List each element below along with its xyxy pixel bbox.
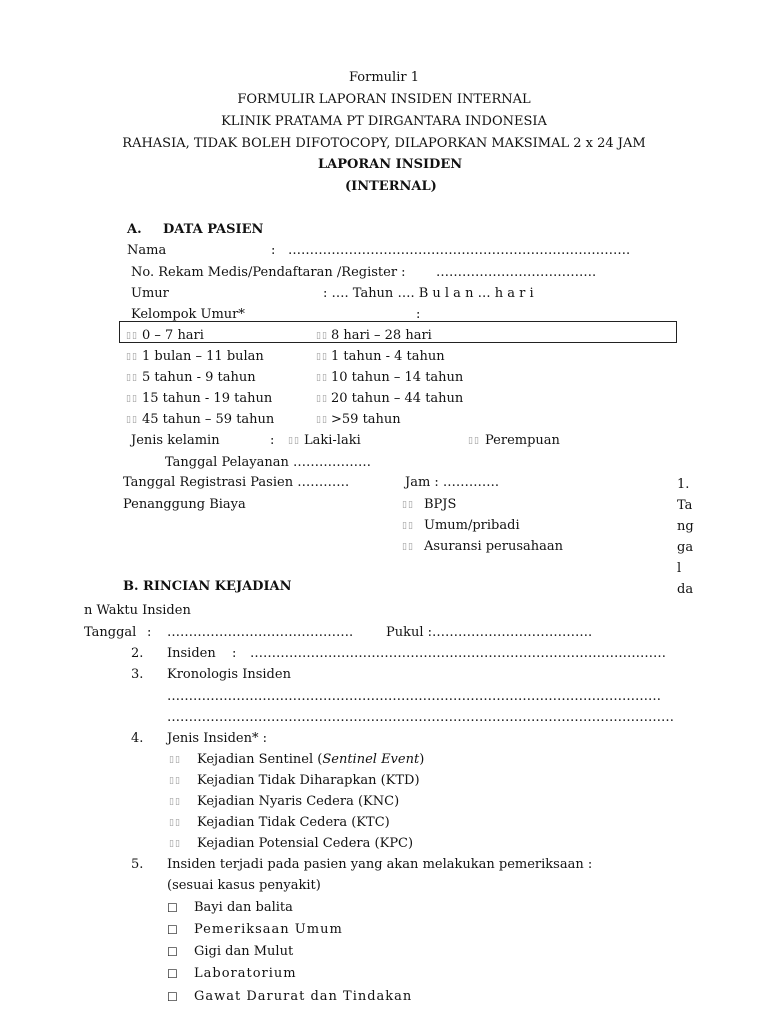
- section-a-heading: DATA PASIEN: [163, 222, 264, 237]
- exam-option: Gigi dan Mulut: [194, 944, 294, 959]
- item-number: 2.: [131, 646, 144, 661]
- kronologis-field-line[interactable]: ………………………………………………………………………………………………………: [167, 710, 674, 725]
- checkbox-icon[interactable]: ▯▯: [316, 331, 328, 341]
- side-fragment: da: [677, 582, 694, 597]
- report-title: LAPORAN INSIDEN: [318, 157, 463, 172]
- kelompok-umur-label: Kelompok Umur*: [131, 307, 245, 322]
- insiden-field[interactable]: ……………………………………………………………………………………: [250, 646, 666, 661]
- payer-option: BPJS: [424, 497, 457, 512]
- square-checkbox-icon[interactable]: ☐: [167, 923, 178, 937]
- age-group-option: 1 bulan – 11 bulan: [142, 349, 264, 364]
- age-group-option: 10 tahun – 14 tahun: [331, 370, 464, 385]
- umur-label: Umur: [131, 286, 169, 301]
- clinic-name: KLINIK PRATAMA PT DIRGANTARA INDONESIA: [221, 114, 547, 129]
- kelompok-umur-separator: :: [416, 307, 421, 322]
- tanggal-separator: :: [147, 625, 152, 640]
- tanggal-pelayanan-field[interactable]: Tanggal Pelayanan ………………: [165, 455, 371, 470]
- checkbox-icon[interactable]: ▯▯: [288, 436, 300, 446]
- exam-option: Gawat Darurat dan Tindakan: [194, 989, 413, 1004]
- tanggal-field[interactable]: …………………………………….: [167, 625, 354, 640]
- nama-separator: :: [271, 243, 276, 258]
- age-group-option: >59 tahun: [331, 412, 401, 427]
- checkbox-icon[interactable]: ▯▯: [126, 331, 138, 341]
- checkbox-icon[interactable]: ▯▯: [126, 373, 138, 383]
- rekam-medis-label: No. Rekam Medis/Pendaftaran /Register :: [131, 265, 406, 280]
- age-group-option: 8 hari – 28 hari: [331, 328, 432, 343]
- confidential-notice: RAHASIA, TIDAK BOLEH DIFOTOCOPY, DILAPORKAN MAKSIMAL 2 x 24 JAM: [122, 136, 646, 151]
- section-b-heading: B. RINCIAN KEJADIAN: [123, 579, 292, 594]
- age-group-option: 20 tahun – 44 tahun: [331, 391, 464, 406]
- gender-female-option: Perempuan: [485, 433, 560, 448]
- side-fragment: l: [677, 561, 682, 576]
- incident-type-option: Kejadian Tidak Cedera (KTC): [197, 815, 390, 830]
- nama-field[interactable]: …………………………………………………………………….: [288, 243, 631, 258]
- incident-type-option: Kejadian Nyaris Cedera (KNC): [197, 794, 400, 809]
- checkbox-icon[interactable]: ▯▯: [169, 776, 181, 786]
- age-group-option: 5 tahun - 9 tahun: [142, 370, 256, 385]
- jenis-kelamin-separator: :: [270, 433, 275, 448]
- rekam-medis-field[interactable]: ……………………………….: [436, 265, 597, 280]
- incident-type-option: Kejadian Sentinel (Sentinel Event): [197, 752, 425, 767]
- gender-male-option: Laki-laki: [304, 433, 361, 448]
- checkbox-icon[interactable]: ▯▯: [126, 394, 138, 404]
- checkbox-icon[interactable]: ▯▯: [316, 373, 328, 383]
- incident-type-option: Kejadian Potensial Cedera (KPC): [197, 836, 414, 851]
- form-title: FORMULIR LAPORAN INSIDEN INTERNAL: [237, 92, 531, 107]
- checkbox-icon[interactable]: ▯▯: [169, 839, 181, 849]
- insiden-label: Insiden: [167, 646, 216, 661]
- payer-option: Umum/pribadi: [424, 518, 520, 533]
- checkbox-icon[interactable]: ▯▯: [316, 394, 328, 404]
- checkbox-icon[interactable]: ▯▯: [468, 436, 480, 446]
- tanggal-registrasi-field[interactable]: Tanggal Registrasi Pasien …………: [123, 475, 350, 490]
- age-group-option: 1 tahun - 4 tahun: [331, 349, 445, 364]
- item-number: 4.: [131, 731, 144, 746]
- exam-option: Bayi dan balita: [194, 900, 293, 915]
- checkbox-icon[interactable]: ▯▯: [169, 755, 181, 765]
- exam-option: Laboratorium: [194, 966, 297, 981]
- umur-field[interactable]: : …. Tahun …. B u l a n … h a r i: [323, 286, 534, 301]
- kronologis-label: Kronologis Insiden: [167, 667, 291, 682]
- payer-option: Asuransi perusahaan: [424, 539, 564, 554]
- square-checkbox-icon[interactable]: ☐: [167, 945, 178, 959]
- kronologis-field-line[interactable]: ……………………………………………………………………………………………………: [167, 689, 661, 704]
- checkbox-icon[interactable]: ▯▯: [402, 521, 414, 531]
- section-a-number: A.: [127, 222, 142, 237]
- jenis-kelamin-label: Jenis kelamin: [131, 433, 220, 448]
- checkbox-icon[interactable]: ▯▯: [126, 415, 138, 425]
- penanggung-biaya-label: Penanggung Biaya: [123, 497, 246, 512]
- age-group-option: 0 – 7 hari: [142, 328, 204, 343]
- checkbox-icon[interactable]: ▯▯: [402, 542, 414, 552]
- side-fragment: ng: [677, 519, 694, 534]
- checkbox-icon[interactable]: ▯▯: [402, 500, 414, 510]
- exam-option: Pemeriksaan Umum: [194, 922, 343, 937]
- checkbox-icon[interactable]: ▯▯: [316, 415, 328, 425]
- checkbox-icon[interactable]: ▯▯: [316, 352, 328, 362]
- checkbox-icon[interactable]: ▯▯: [169, 797, 181, 807]
- insiden-separator: :: [232, 646, 237, 661]
- jenis-insiden-label: Jenis Insiden* :: [167, 731, 267, 746]
- incident-type-option: Kejadian Tidak Diharapkan (KTD): [197, 773, 420, 788]
- item-number: 3.: [131, 667, 144, 682]
- waktu-insiden-label: n Waktu Insiden: [84, 603, 191, 618]
- side-fragment: 1.: [677, 477, 690, 492]
- checkbox-icon[interactable]: ▯▯: [169, 818, 181, 828]
- square-checkbox-icon[interactable]: ☐: [167, 990, 178, 1004]
- age-group-option: 45 tahun – 59 tahun: [142, 412, 275, 427]
- pukul-field[interactable]: Pukul :……………………………….: [386, 625, 593, 640]
- jam-field[interactable]: Jam : ………….: [405, 475, 500, 490]
- checkbox-icon[interactable]: ▯▯: [126, 352, 138, 362]
- report-subtitle: (INTERNAL): [345, 179, 437, 194]
- age-group-option: 15 tahun - 19 tahun: [142, 391, 273, 406]
- item-number: 5.: [131, 857, 144, 872]
- exam-context-label: Insiden terjadi pada pasien yang akan melakukan pemeriksaan :: [167, 857, 593, 872]
- nama-label: Nama: [127, 243, 167, 258]
- square-checkbox-icon[interactable]: ☐: [167, 901, 178, 915]
- side-fragment: ga: [677, 540, 694, 555]
- side-fragment: Ta: [677, 498, 693, 513]
- exam-context-sub: (sesuai kasus penyakit): [167, 878, 321, 893]
- tanggal-label: Tanggal: [84, 625, 137, 640]
- form-number: Formulir 1: [349, 70, 419, 85]
- square-checkbox-icon[interactable]: ☐: [167, 967, 178, 981]
